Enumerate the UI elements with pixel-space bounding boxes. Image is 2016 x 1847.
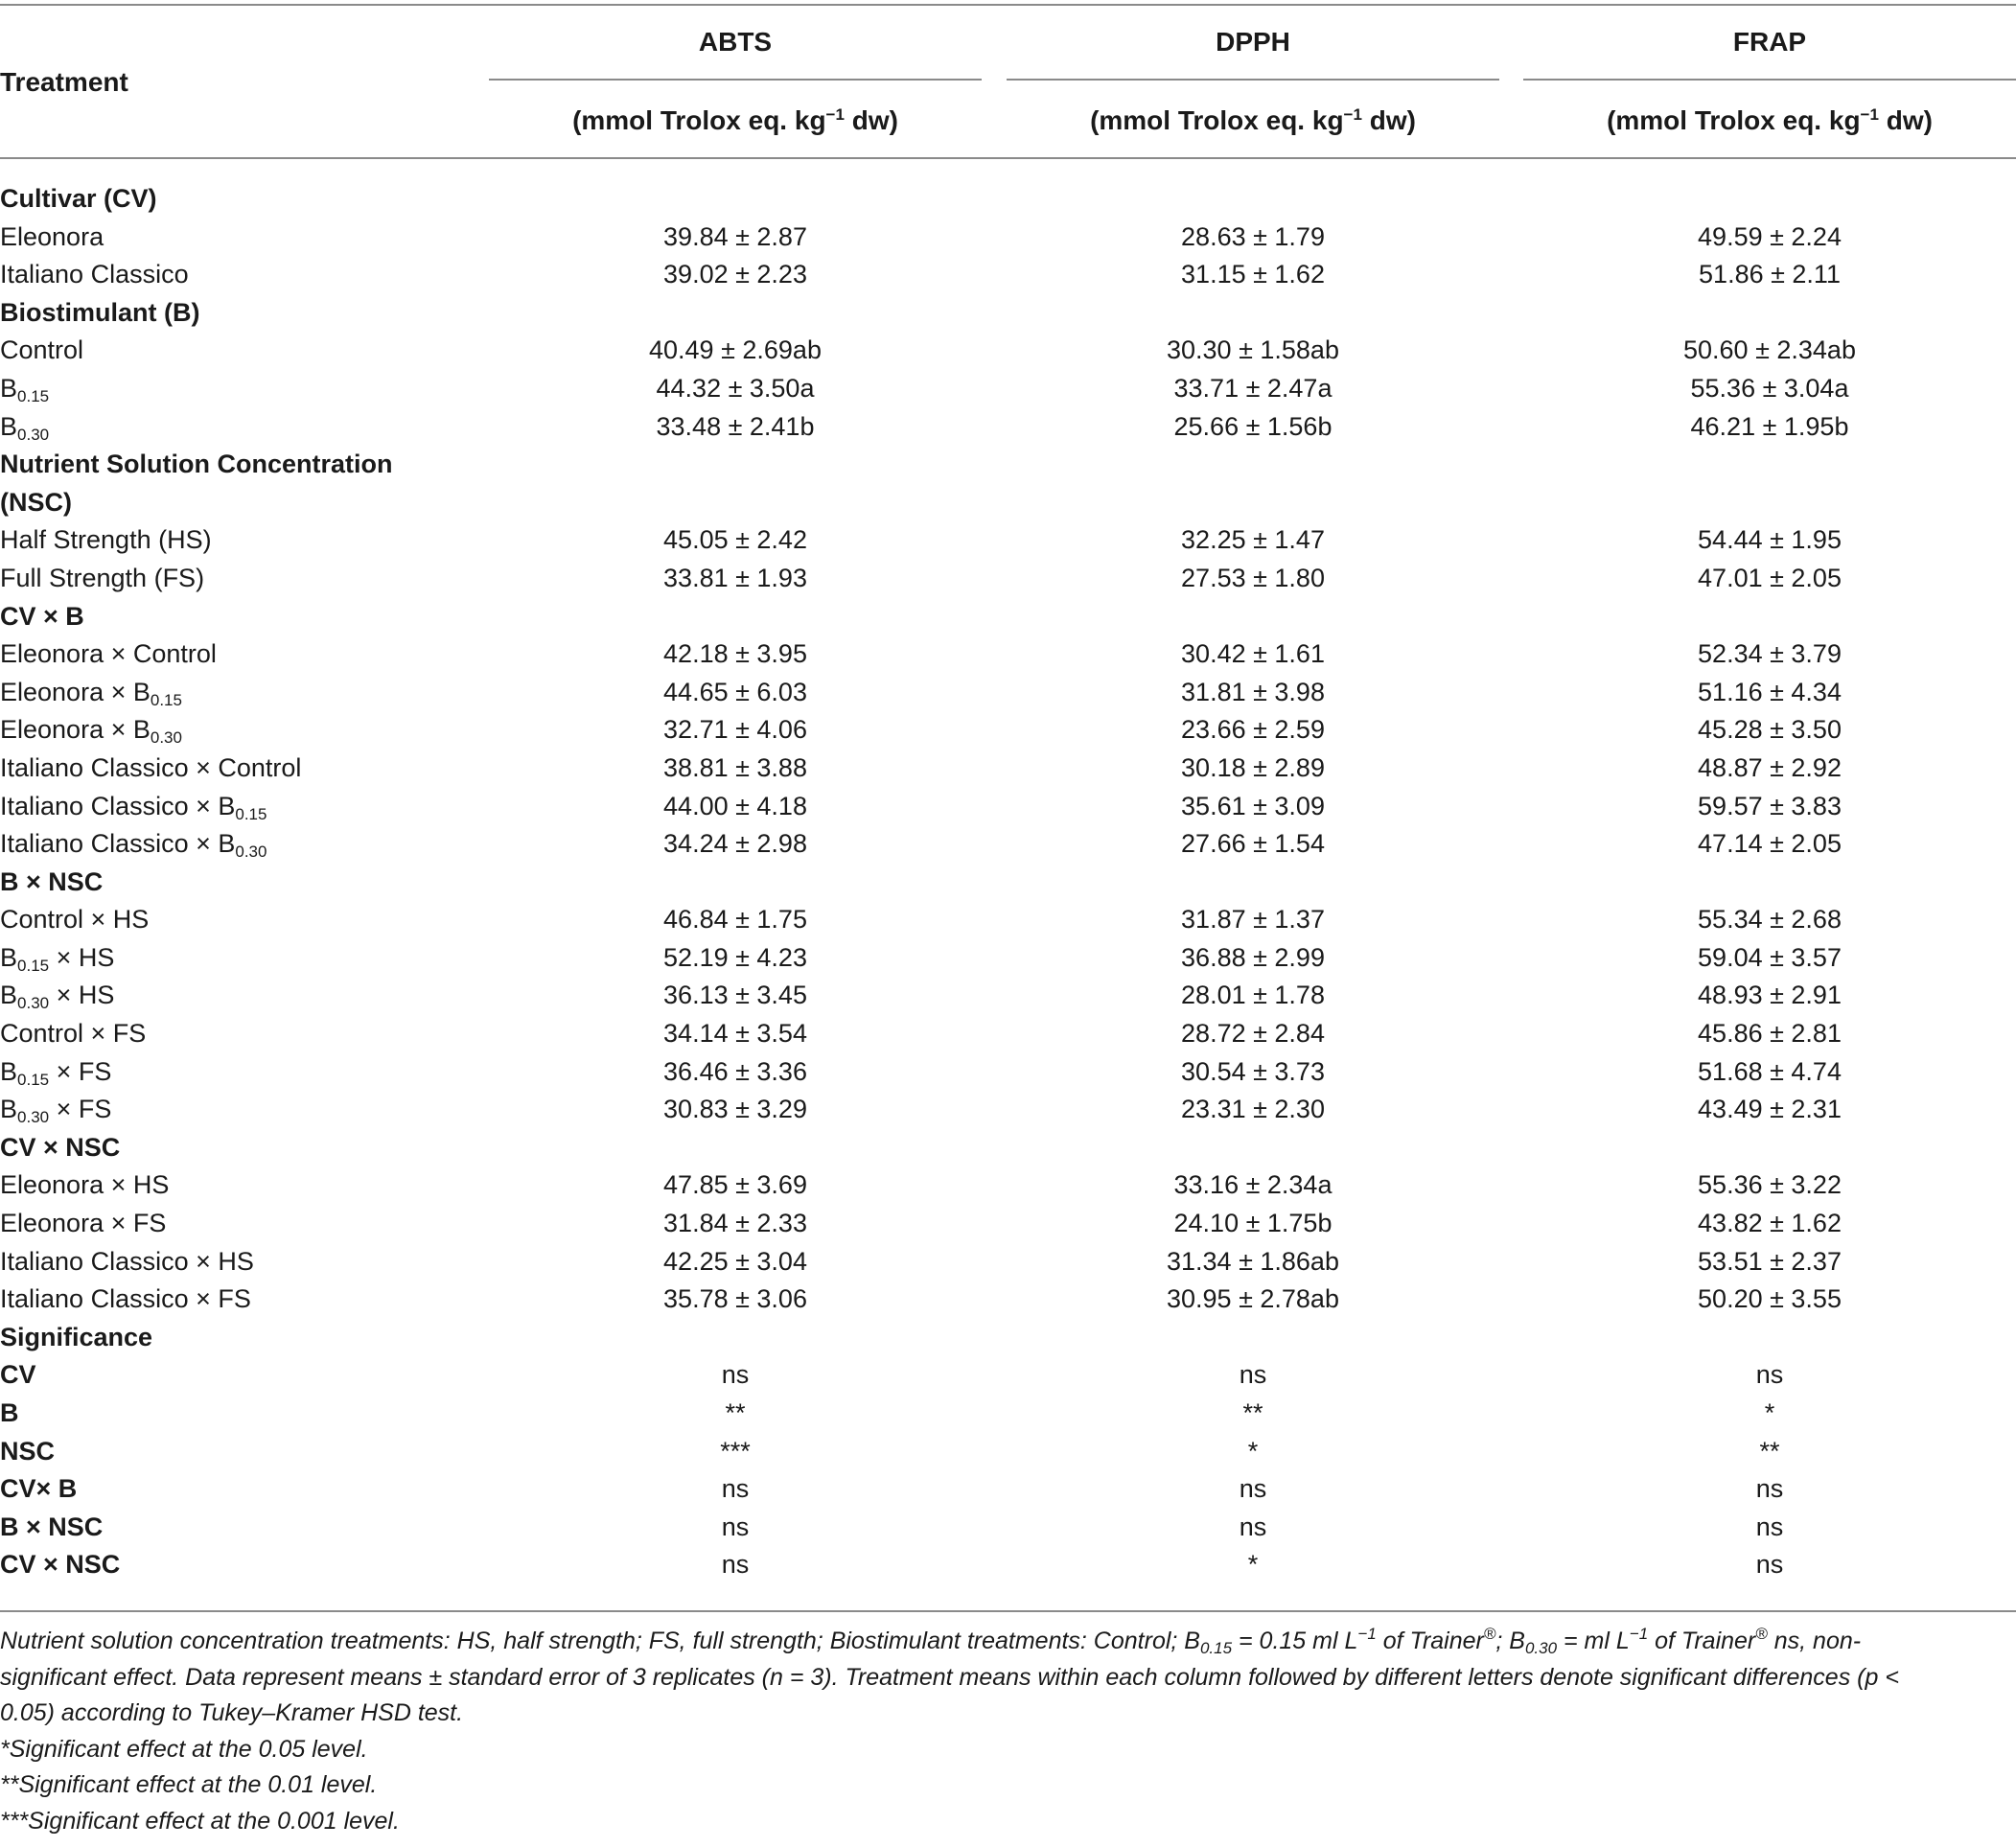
column-gap	[982, 1319, 1007, 1357]
row-label: $B_{0.15}$	[0, 373, 50, 405]
frap-value: 52.34 ± 3.79	[1698, 639, 1842, 669]
dpph-unit: (mmol Trolox eq. $kg^{-1}$ dw)	[1090, 105, 1416, 135]
dpph-value	[1007, 1319, 1499, 1357]
table-row	[0, 825, 2016, 864]
frap-value: 55.36 ± 3.22	[1698, 1170, 1842, 1200]
column-gap	[1499, 635, 1523, 674]
frap-value	[1523, 1319, 2016, 1357]
dpph-value: ns	[1239, 1512, 1267, 1541]
dpph-value	[1007, 864, 1499, 902]
row-label: CV× B	[0, 1474, 78, 1504]
column-gap	[1499, 1166, 1523, 1205]
table-row	[0, 1091, 2016, 1129]
column-gap	[1499, 750, 1523, 788]
abts-value: 44.00 ± 4.18	[663, 791, 807, 820]
abts-value: 34.24 ± 2.98	[663, 829, 807, 859]
column-gap	[982, 1091, 1007, 1129]
column-gap	[982, 901, 1007, 939]
table-row	[0, 901, 2016, 939]
abts-value: 32.71 ± 4.06	[663, 715, 807, 745]
abts-value: 38.81 ± 3.88	[663, 752, 807, 782]
column-gap	[982, 408, 1007, 447]
column-gap	[982, 825, 1007, 864]
column-gap	[982, 1015, 1007, 1053]
dpph-value: 30.95 ± 2.78ab	[1167, 1284, 1339, 1314]
column-gap	[1499, 1319, 1523, 1357]
row-label: B	[0, 1398, 19, 1427]
abts-value: 35.78 ± 3.06	[663, 1284, 807, 1314]
frap-value: ns	[1755, 1360, 1784, 1390]
frap-value: ns	[1755, 1550, 1784, 1580]
table-row	[0, 256, 2016, 294]
abts-value: 44.32 ± 3.50a	[656, 373, 815, 403]
abts-value	[489, 1129, 982, 1167]
column-gap	[982, 484, 1007, 522]
frap-unit: (mmol Trolox eq. $kg^{-1}$ dw)	[1607, 105, 1933, 135]
table-row	[0, 332, 2016, 370]
abts-value: 42.25 ± 3.04	[663, 1246, 807, 1276]
row-label: Eleonora	[0, 221, 104, 251]
frap-value: 47.14 ± 2.05	[1698, 829, 1842, 859]
table-row	[0, 521, 2016, 560]
abts-unit: (mmol Trolox eq. $kg^{-1}$ dw)	[572, 105, 898, 135]
abts-value: 44.65 ± 6.03	[663, 677, 807, 706]
table-row	[0, 635, 2016, 674]
section-row	[0, 294, 2016, 333]
dpph-value	[1007, 598, 1499, 636]
frap-value: 50.60 ± 2.34ab	[1683, 335, 1856, 365]
abts-value: **	[725, 1398, 746, 1427]
abts-value: ***	[720, 1436, 751, 1466]
significance-row	[0, 1546, 2016, 1584]
significance-row	[0, 1433, 2016, 1471]
dpph-value: 33.71 ± 2.47a	[1173, 373, 1332, 403]
abts-header: ABTS	[698, 27, 773, 57]
row-label: Full Strength (FS)	[0, 563, 205, 592]
dpph-value: 31.81 ± 3.98	[1181, 677, 1325, 706]
column-gap	[1499, 180, 1523, 219]
dpph-header: DPPH	[1216, 27, 1290, 57]
top-rule	[0, 4, 2016, 6]
frap-value: 55.36 ± 3.04a	[1690, 373, 1849, 403]
column-gap	[1499, 560, 1523, 598]
row-label: Eleonora × Control	[0, 639, 217, 669]
footnote-sig-2: **Significant effect at the 0.01 level.	[0, 1771, 378, 1798]
table-row	[0, 1205, 2016, 1243]
column-gap	[1499, 674, 1523, 712]
column-gap	[982, 1166, 1007, 1205]
column-gap	[1499, 219, 1523, 257]
column-gap	[982, 750, 1007, 788]
row-label: CV	[0, 1360, 36, 1390]
column-gap	[982, 560, 1007, 598]
dpph-value: ns	[1239, 1474, 1267, 1504]
header-rule	[0, 157, 2016, 159]
column-gap	[982, 1281, 1007, 1319]
frap-value: 51.86 ± 2.11	[1699, 260, 1841, 289]
row-label: B × NSC	[0, 866, 104, 896]
frap-value: 55.34 ± 2.68	[1698, 905, 1842, 935]
column-gap	[1499, 294, 1523, 333]
frap-value: ns	[1755, 1512, 1784, 1541]
frap-value: 59.57 ± 3.83	[1698, 791, 1842, 820]
table-row	[0, 711, 2016, 750]
row-label: Half Strength (HS)	[0, 525, 212, 555]
column-gap	[1499, 1470, 1523, 1509]
abts-value: 52.19 ± 4.23	[663, 942, 807, 972]
dpph-value: 24.10 ± 1.75b	[1173, 1209, 1332, 1238]
frap-value	[1523, 864, 2016, 902]
table-row	[0, 1281, 2016, 1319]
dpph-value: 31.34 ± 1.86ab	[1167, 1246, 1339, 1276]
frap-value	[1523, 180, 2016, 219]
column-gap	[1499, 521, 1523, 560]
column-gap	[982, 370, 1007, 408]
abts-value	[489, 484, 982, 522]
frap-value: 53.51 ± 2.37	[1698, 1246, 1842, 1276]
column-gap	[1499, 370, 1523, 408]
significance-row	[0, 1470, 2016, 1509]
row-label: $B_{0.15}$ × HS	[0, 942, 115, 975]
dpph-value: 27.66 ± 1.54	[1181, 829, 1325, 859]
abts-value: 30.83 ± 3.29	[663, 1095, 807, 1124]
column-gap	[1499, 446, 1523, 484]
column-gap	[1499, 711, 1523, 750]
column-gap	[982, 977, 1007, 1015]
dpph-value: 28.72 ± 2.84	[1181, 1019, 1325, 1049]
dpph-value: *	[1247, 1550, 1259, 1580]
table-row	[0, 1053, 2016, 1092]
frap-value: 47.01 ± 2.05	[1698, 563, 1842, 592]
row-label: Significance	[0, 1322, 153, 1351]
row-label: CV × NSC	[0, 1132, 121, 1162]
column-gap	[1499, 1281, 1523, 1319]
column-gap	[982, 635, 1007, 674]
column-gap	[1499, 256, 1523, 294]
column-gap	[982, 180, 1007, 219]
dpph-value: 27.53 ± 1.80	[1181, 563, 1325, 592]
footnote-main: Nutrient solution concentration treatments: HS, half strength; FS, full strength; Biostimulant treatments: Control; $B_{0.15} = 0.15$ ml $L^{-1}$ of Trainer®; $B_{0.30}$ = ml $L^{-1}$ of Trainer® ns, non-significant effect. Data represent means ± standard error of 3 replicates (n = 3). Treatment means within each column followed by different letters denote significant differences (p < 0.05) according to Tukey–Kramer HSD test.	[0, 1625, 1899, 1726]
footnote-sig-1: *Significant effect at the 0.05 level.	[0, 1735, 368, 1763]
significance-row	[0, 1395, 2016, 1433]
column-gap	[1499, 1546, 1523, 1584]
frap-value: *	[1764, 1398, 1775, 1427]
dpph-value	[1007, 180, 1499, 219]
row-label: Italiano Classico	[0, 260, 189, 289]
row-label: Eleonora × $B_{0.30}$	[0, 715, 182, 748]
frap-value: 49.59 ± 2.24	[1698, 221, 1842, 251]
dpph-value	[1007, 294, 1499, 333]
column-gap	[1499, 408, 1523, 447]
abts-value: 33.48 ± 2.41b	[656, 411, 815, 441]
abts-value: 31.84 ± 2.33	[663, 1209, 807, 1238]
column-gap	[982, 1395, 1007, 1433]
column-gap	[1499, 1015, 1523, 1053]
frap-value	[1523, 598, 2016, 636]
frap-value: 48.93 ± 2.91	[1698, 981, 1842, 1010]
footnote-sig-3: ***Significant effect at the 0.001 level.	[0, 1807, 400, 1835]
dpph-value: **	[1242, 1398, 1263, 1427]
dpph-subrule	[1007, 79, 1499, 81]
dpph-value: 33.16 ± 2.34a	[1173, 1170, 1332, 1200]
row-label: $B_{0.30}$ × FS	[0, 1095, 112, 1127]
frap-value	[1523, 294, 2016, 333]
column-gap	[1499, 825, 1523, 864]
dpph-value: ns	[1239, 1360, 1267, 1390]
dpph-value: 25.66 ± 1.56b	[1173, 411, 1332, 441]
frap-value: 43.82 ± 1.62	[1698, 1209, 1842, 1238]
row-label: Italiano Classico × Control	[0, 752, 302, 782]
significance-row	[0, 1356, 2016, 1395]
row-label: Control × FS	[0, 1019, 147, 1049]
column-gap	[1499, 1509, 1523, 1547]
column-gap	[982, 674, 1007, 712]
abts-value: 47.85 ± 3.69	[663, 1170, 807, 1200]
significance-row	[0, 1509, 2016, 1547]
frap-value: 43.49 ± 2.31	[1698, 1095, 1842, 1124]
table-footnote	[0, 1624, 1936, 1839]
column-gap	[982, 1433, 1007, 1471]
dpph-value	[1007, 484, 1499, 522]
abts-value: 36.13 ± 3.45	[663, 981, 807, 1010]
row-label: Biostimulant (B)	[0, 297, 200, 327]
column-gap	[982, 521, 1007, 560]
abts-value: ns	[721, 1550, 750, 1580]
column-gap	[982, 1356, 1007, 1395]
table-row	[0, 939, 2016, 978]
column-gap	[982, 446, 1007, 484]
column-gap	[982, 598, 1007, 636]
abts-value: ns	[721, 1474, 750, 1504]
abts-value: 36.46 ± 3.36	[663, 1056, 807, 1086]
frap-header: FRAP	[1732, 27, 1807, 57]
dpph-value: 30.30 ± 1.58ab	[1167, 335, 1339, 365]
section-row	[0, 484, 2016, 522]
section-row	[0, 1129, 2016, 1167]
column-gap	[1499, 901, 1523, 939]
column-gap	[982, 1470, 1007, 1509]
frap-value: 50.20 ± 3.55	[1698, 1284, 1842, 1314]
column-gap	[982, 864, 1007, 902]
dpph-value: 31.87 ± 1.37	[1181, 905, 1325, 935]
table-row	[0, 408, 2016, 447]
row-label: Italiano Classico × $B_{0.30}$	[0, 829, 267, 862]
table-row	[0, 219, 2016, 257]
table-row	[0, 1243, 2016, 1281]
row-label: Nutrient Solution Concentration	[0, 450, 393, 479]
column-gap	[982, 1129, 1007, 1167]
column-gap	[982, 256, 1007, 294]
column-gap	[982, 711, 1007, 750]
row-label: $B_{0.15}$ × FS	[0, 1056, 112, 1089]
table-row	[0, 788, 2016, 826]
frap-value: 46.21 ± 1.95b	[1690, 411, 1849, 441]
section-row	[0, 598, 2016, 636]
frap-value	[1523, 1129, 2016, 1167]
frap-subrule	[1523, 79, 2016, 81]
section-row	[0, 1319, 2016, 1357]
column-gap	[1499, 977, 1523, 1015]
table-row	[0, 1166, 2016, 1205]
column-gap	[982, 1205, 1007, 1243]
column-gap	[1499, 1243, 1523, 1281]
column-gap	[1499, 1205, 1523, 1243]
frap-value: 45.86 ± 2.81	[1698, 1019, 1842, 1049]
dpph-value: *	[1247, 1436, 1259, 1466]
abts-value: 34.14 ± 3.54	[663, 1019, 807, 1049]
abts-subrule	[489, 79, 982, 81]
row-label: CV × NSC	[0, 1550, 121, 1580]
dpph-value: 30.18 ± 2.89	[1181, 752, 1325, 782]
dpph-value: 36.88 ± 2.99	[1181, 942, 1325, 972]
dpph-value	[1007, 446, 1499, 484]
row-label: $B_{0.30}$	[0, 411, 50, 444]
dpph-value: 28.63 ± 1.79	[1181, 221, 1325, 251]
frap-value: 54.44 ± 1.95	[1698, 525, 1842, 555]
dpph-value: 32.25 ± 1.47	[1181, 525, 1325, 555]
column-gap	[982, 1509, 1007, 1547]
row-label: (NSC)	[0, 487, 72, 517]
data-table	[0, 180, 2016, 1584]
row-label: Cultivar (CV)	[0, 184, 157, 213]
table-row	[0, 977, 2016, 1015]
row-label: Eleonora × $B_{0.15}$	[0, 677, 182, 709]
column-gap	[1499, 864, 1523, 902]
abts-value: ns	[721, 1360, 750, 1390]
dpph-value: 23.66 ± 2.59	[1181, 715, 1325, 745]
abts-value: 39.02 ± 2.23	[663, 260, 807, 289]
row-label: Control × HS	[0, 905, 150, 935]
column-gap	[982, 332, 1007, 370]
column-gap	[982, 788, 1007, 826]
abts-value: 42.18 ± 3.95	[663, 639, 807, 669]
section-row	[0, 180, 2016, 219]
bottom-rule	[0, 1610, 2016, 1612]
abts-value: 40.49 ± 2.69ab	[649, 335, 822, 365]
frap-value: 51.68 ± 4.74	[1698, 1056, 1842, 1086]
column-gap	[1499, 1395, 1523, 1433]
row-label: Eleonora × FS	[0, 1209, 167, 1238]
column-gap	[982, 294, 1007, 333]
column-gap	[1499, 598, 1523, 636]
dpph-value: 31.15 ± 1.62	[1181, 260, 1325, 289]
frap-value: 45.28 ± 3.50	[1698, 715, 1842, 745]
column-gap	[982, 939, 1007, 978]
abts-value: ns	[721, 1512, 750, 1541]
abts-value	[489, 1319, 982, 1357]
abts-value	[489, 446, 982, 484]
column-gap	[982, 219, 1007, 257]
frap-value: **	[1759, 1436, 1780, 1466]
row-label: B × NSC	[0, 1512, 104, 1541]
frap-value: 51.16 ± 4.34	[1698, 677, 1842, 706]
abts-value	[489, 598, 982, 636]
row-label: NSC	[0, 1436, 56, 1466]
table-row	[0, 674, 2016, 712]
frap-value	[1523, 446, 2016, 484]
dpph-value	[1007, 1129, 1499, 1167]
dpph-value: 35.61 ± 3.09	[1181, 791, 1325, 820]
row-label: Italiano Classico × FS	[0, 1284, 251, 1314]
column-gap	[1499, 1356, 1523, 1395]
row-label: $B_{0.30}$ × HS	[0, 981, 115, 1013]
dpph-value: 30.42 ± 1.61	[1181, 639, 1325, 669]
frap-value	[1523, 484, 2016, 522]
column-gap	[1499, 1129, 1523, 1167]
column-gap	[1499, 1053, 1523, 1092]
row-label: Eleonora × HS	[0, 1170, 170, 1200]
section-row	[0, 864, 2016, 902]
table-row	[0, 560, 2016, 598]
row-label: Italiano Classico × $B_{0.15}$	[0, 791, 267, 823]
dpph-value: 28.01 ± 1.78	[1181, 981, 1325, 1010]
column-gap	[982, 1546, 1007, 1584]
table-row	[0, 750, 2016, 788]
frap-value: 48.87 ± 2.92	[1698, 752, 1842, 782]
dpph-value: 23.31 ± 2.30	[1181, 1095, 1325, 1124]
frap-value: ns	[1755, 1474, 1784, 1504]
table-row	[0, 1015, 2016, 1053]
column-gap	[1499, 1091, 1523, 1129]
dpph-value: 30.54 ± 3.73	[1181, 1056, 1325, 1086]
treatment-header: Treatment	[0, 67, 128, 97]
table-row	[0, 370, 2016, 408]
abts-value	[489, 180, 982, 219]
abts-value: 39.84 ± 2.87	[663, 221, 807, 251]
abts-value: 33.81 ± 1.93	[663, 563, 807, 592]
column-gap	[1499, 1433, 1523, 1471]
row-label: Control	[0, 335, 84, 365]
column-gap	[982, 1053, 1007, 1092]
abts-value: 46.84 ± 1.75	[663, 905, 807, 935]
column-gap	[1499, 484, 1523, 522]
frap-value: 59.04 ± 3.57	[1698, 942, 1842, 972]
column-gap	[982, 1243, 1007, 1281]
abts-value: 45.05 ± 2.42	[663, 525, 807, 555]
abts-value	[489, 864, 982, 902]
row-label: CV × B	[0, 601, 84, 631]
column-gap	[1499, 939, 1523, 978]
section-row	[0, 446, 2016, 484]
column-gap	[1499, 788, 1523, 826]
column-gap	[1499, 332, 1523, 370]
abts-value	[489, 294, 982, 333]
row-label: Italiano Classico × HS	[0, 1246, 254, 1276]
